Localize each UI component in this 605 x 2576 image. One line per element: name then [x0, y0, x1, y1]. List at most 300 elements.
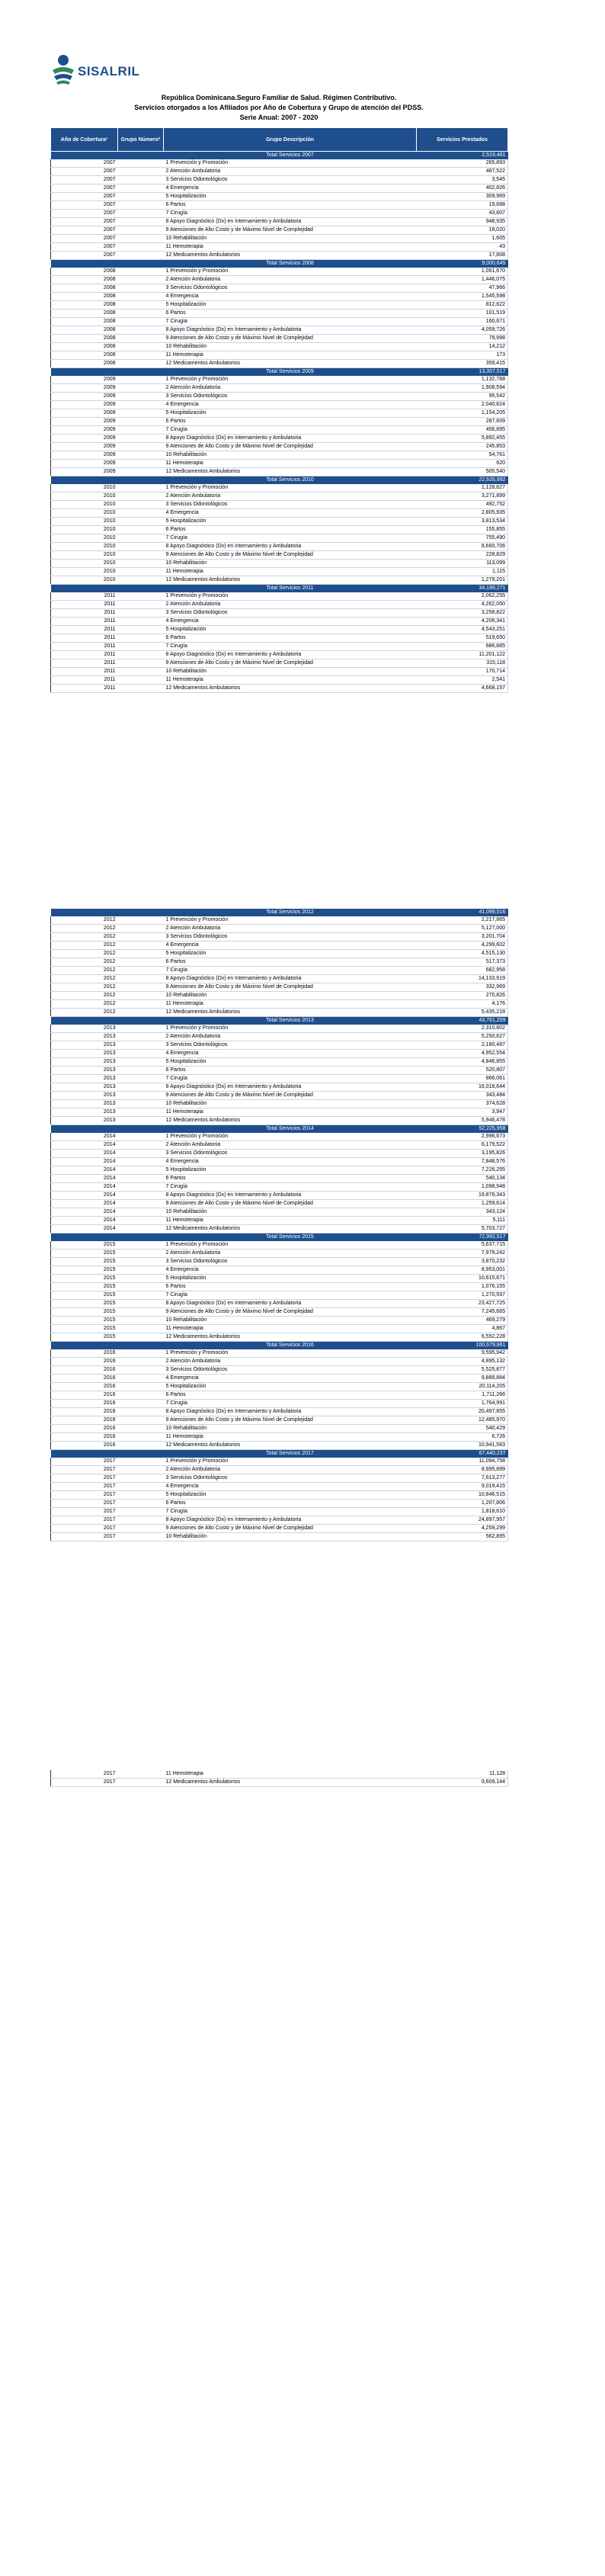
table-row [51, 1317, 508, 1325]
year-cell: 2014 [51, 1166, 118, 1175]
group-number-cell [118, 301, 164, 310]
services-value-cell: 359,415 [417, 360, 508, 368]
group-description-cell: 4 Emergencia [164, 1158, 417, 1166]
group-description-cell: 1 Prevención y Promoción [164, 1025, 417, 1033]
table-row [51, 384, 508, 393]
services-value-cell: 1,132,768 [417, 376, 508, 384]
table-row [51, 1192, 508, 1200]
services-value-cell: 1,605 [417, 235, 508, 243]
group-description-cell: 9 Atenciones de Alto Costo y de Máximo Nivel de Complejidad [164, 1092, 417, 1100]
group-description-cell: 12 Medicamentos Ambulatorios [164, 1225, 417, 1233]
year-cell: 2009 [51, 409, 118, 418]
total-row [51, 909, 508, 916]
year-cell: 2014 [51, 1225, 118, 1233]
group-description-cell: 12 Medicamentos Ambulatorios [164, 468, 417, 476]
year-cell: 2013 [51, 1025, 118, 1033]
year-cell: 2010 [51, 560, 118, 568]
group-description-cell: 10 Rehabilitación [164, 235, 417, 243]
group-description-cell: 9 Atenciones de Alto Costo y de Máximo Nivel de Complejidad [164, 443, 417, 451]
services-value-cell: 1,061,670 [417, 268, 508, 276]
group-description-cell: 4 Emergencia [164, 618, 417, 626]
total-label: Total Servicios 2016 [164, 1342, 417, 1350]
services-value-cell: 1,270,597 [417, 1291, 508, 1300]
services-value-cell: 1,098,948 [417, 1183, 508, 1192]
table-row [51, 393, 508, 401]
group-number-cell [118, 335, 164, 343]
services-value-cell: 2,310,802 [417, 1025, 508, 1033]
group-description-cell: 11 Hemoterapia [164, 568, 417, 576]
group-number-cell [118, 426, 164, 435]
year-cell: 2013 [51, 1041, 118, 1050]
year-cell: 2016 [51, 1375, 118, 1383]
group-number-cell [118, 1770, 164, 1779]
group-number-cell [118, 284, 164, 293]
services-value-cell: 1,545,598 [417, 293, 508, 301]
group-description-cell: 6 Partos [164, 201, 417, 210]
services-value-cell: 170,714 [417, 668, 508, 676]
services-value-cell: 7,979,242 [417, 1250, 508, 1258]
group-number-cell [118, 326, 164, 335]
year-cell: 2011 [51, 634, 118, 643]
services-value-cell: 5,946,478 [417, 1117, 508, 1125]
services-value-cell: 374,628 [417, 1100, 508, 1108]
group-number-cell [118, 1525, 164, 1533]
services-value-cell: 4,059,726 [417, 326, 508, 335]
year-cell: 2011 [51, 609, 118, 618]
group-number-cell [118, 1225, 164, 1233]
year-cell: 2010 [51, 501, 118, 509]
group-description-cell: 11 Hemoterapia [164, 1770, 417, 1779]
group-number-cell [118, 1141, 164, 1150]
year-cell: 2011 [51, 659, 118, 668]
group-description-cell: 9 Atenciones de Alto Costo y de Máximo Nivel de Complejidad [164, 1525, 417, 1533]
year-cell: 2008 [51, 293, 118, 301]
group-number-cell [118, 409, 164, 418]
year-cell: 2009 [51, 435, 118, 443]
table-row [51, 1433, 508, 1442]
group-number-cell [118, 1025, 164, 1033]
group-number-cell [118, 1183, 164, 1192]
services-value-cell: 23,427,725 [417, 1300, 508, 1308]
total-blank-2 [118, 368, 164, 377]
table-header-row [51, 128, 508, 152]
group-number-cell [118, 1158, 164, 1166]
year-cell: 2013 [51, 1117, 118, 1125]
total-row [51, 152, 508, 160]
table-row [51, 1408, 508, 1416]
group-description-cell: 4 Emergencia [164, 184, 417, 193]
year-cell: 2007 [51, 252, 118, 260]
group-description-cell: 1 Prevención y Promoción [164, 484, 417, 492]
year-cell: 2010 [51, 568, 118, 576]
services-value-cell: 5,637,715 [417, 1241, 508, 1250]
group-number-cell [118, 1092, 164, 1100]
group-description-cell: 5 Hospitalización [164, 409, 417, 418]
group-description-cell: 3 Servicios Odontológicos [164, 933, 417, 942]
year-cell: 2010 [51, 492, 118, 501]
services-value-cell: 1,259,614 [417, 1200, 508, 1208]
table-row [51, 1009, 508, 1017]
year-cell: 2009 [51, 393, 118, 401]
group-number-cell [118, 1258, 164, 1266]
year-cell: 2016 [51, 1400, 118, 1408]
group-number-cell [118, 685, 164, 693]
services-value-cell: 1,128,627 [417, 484, 508, 492]
services-value-cell: 4,867 [417, 1325, 508, 1333]
year-cell: 2014 [51, 1141, 118, 1150]
group-description-cell: 10 Rehabilitación [164, 1208, 417, 1217]
group-description-cell: 10 Rehabilitación [164, 1425, 417, 1433]
services-value-cell: 265,893 [417, 159, 508, 168]
year-cell: 2012 [51, 992, 118, 1000]
total-blank-2 [118, 1125, 164, 1134]
group-number-cell [118, 659, 164, 668]
year-cell: 2016 [51, 1433, 118, 1442]
group-description-cell: 5 Hospitalización [164, 1383, 417, 1391]
group-description-cell: 11 Hemoterapia [164, 460, 417, 468]
year-cell: 2012 [51, 925, 118, 933]
services-value-cell: 7,613,277 [417, 1474, 508, 1483]
table-row [51, 1283, 508, 1291]
services-value-cell: 3,258,822 [417, 609, 508, 618]
services-value-cell: 4,206,341 [417, 618, 508, 626]
group-number-cell [118, 933, 164, 942]
services-table-page-2 [50, 909, 508, 1541]
table-row [51, 1383, 508, 1391]
total-label: Total Servicios 2012 [164, 909, 417, 916]
group-number-cell [118, 534, 164, 543]
services-value-cell: 4,846,855 [417, 1058, 508, 1067]
services-value-cell: 8,995,899 [417, 1466, 508, 1474]
services-value-cell: 402,826 [417, 184, 508, 193]
services-value-cell: 155,855 [417, 526, 508, 534]
group-number-cell [118, 1474, 164, 1483]
group-number-cell [118, 1400, 164, 1408]
table-row [51, 418, 508, 426]
group-number-cell [118, 201, 164, 210]
group-number-cell [118, 1375, 164, 1383]
group-description-cell: 1 Prevención y Promoción [164, 1133, 417, 1141]
table-row [51, 1041, 508, 1050]
table-row [51, 534, 508, 543]
year-cell: 2012 [51, 916, 118, 925]
year-cell: 2013 [51, 1058, 118, 1067]
group-description-cell: 5 Hospitalización [164, 950, 417, 958]
services-value-cell: 1,279,201 [417, 576, 508, 585]
group-number-cell [118, 226, 164, 235]
services-value-cell: 5,703,727 [417, 1225, 508, 1233]
total-label: Total Servicios 2010 [164, 476, 417, 485]
sisalril-emblem-icon [50, 53, 77, 85]
services-value-cell: 2,180,487 [417, 1041, 508, 1050]
year-cell: 2017 [51, 1483, 118, 1491]
group-number-cell [118, 243, 164, 252]
group-description-cell: 2 Atención Ambulatoria [164, 1358, 417, 1366]
group-description-cell: 2 Atención Ambulatoria [164, 168, 417, 176]
table-row [51, 601, 508, 609]
group-number-cell [118, 1058, 164, 1067]
header-group-number: Grupo Número² [118, 128, 164, 152]
year-cell: 2008 [51, 335, 118, 343]
table-row [51, 676, 508, 685]
services-value-cell: 47,966 [417, 284, 508, 293]
group-description-cell: 3 Servicios Odontológicos [164, 609, 417, 618]
year-cell: 2016 [51, 1358, 118, 1366]
services-value-cell: 11,128 [417, 1770, 508, 1779]
group-number-cell [118, 509, 164, 518]
services-value-cell: 4,176 [417, 1000, 508, 1009]
group-description-cell: 1 Prevención y Promoción [164, 1458, 417, 1466]
services-value-cell: 4,515,130 [417, 950, 508, 958]
table-row [51, 284, 508, 293]
year-cell: 2015 [51, 1275, 118, 1283]
services-value-cell: 9,609,144 [417, 1779, 508, 1787]
group-description-cell: 8 Apoyo Diagnóstico (Dx) en Internamiento y Ambulatoria [164, 326, 417, 335]
services-value-cell: 812,622 [417, 301, 508, 310]
table-row [51, 360, 508, 368]
group-description-cell: 5 Hospitalización [164, 1058, 417, 1067]
total-blank-2 [118, 260, 164, 268]
table-row [51, 1133, 508, 1141]
services-table-page-1 [50, 127, 508, 693]
group-number-cell [118, 184, 164, 193]
report-title-line-3: Serie Anual: 2007 - 2020 [239, 114, 319, 121]
group-number-cell [118, 1241, 164, 1250]
table-row [51, 659, 508, 668]
year-cell: 2016 [51, 1366, 118, 1375]
year-cell: 2011 [51, 601, 118, 609]
total-row [51, 1233, 508, 1242]
group-number-cell [118, 1283, 164, 1291]
year-cell: 2015 [51, 1300, 118, 1308]
table-row [51, 443, 508, 451]
services-value-cell: 4,262,050 [417, 601, 508, 609]
group-description-cell: 8 Apoyo Diagnóstico (Dx) en Internamiento y Ambulatoria [164, 1192, 417, 1200]
services-value-cell: 315,118 [417, 659, 508, 668]
group-description-cell: 8 Apoyo Diagnóstico (Dx) en Internamiento y Ambulatoria [164, 1408, 417, 1416]
group-description-cell: 5 Hospitalización [164, 626, 417, 634]
year-cell: 2017 [51, 1491, 118, 1500]
year-cell: 2007 [51, 243, 118, 252]
total-value: 13,357,517 [417, 368, 508, 377]
table-row [51, 916, 508, 925]
group-number-cell [118, 468, 164, 476]
year-cell: 2013 [51, 1092, 118, 1100]
table-row [51, 560, 508, 568]
group-description-cell: 2 Atención Ambulatoria [164, 1033, 417, 1041]
group-description-cell: 5 Hospitalización [164, 518, 417, 526]
table-row [51, 643, 508, 651]
group-description-cell: 8 Apoyo Diagnóstico (Dx) en Internamiento y Ambulatoria [164, 651, 417, 659]
total-row [51, 476, 508, 485]
group-number-cell [118, 634, 164, 643]
group-description-cell: 9 Atenciones de Alto Costo y de Máximo Nivel de Complejidad [164, 1416, 417, 1425]
table-row [51, 210, 508, 218]
services-value-cell: 520,807 [417, 1067, 508, 1075]
table-row [51, 401, 508, 409]
services-value-cell: 19,879,343 [417, 1192, 508, 1200]
services-value-cell: 11,094,758 [417, 1458, 508, 1466]
table-row [51, 201, 508, 210]
table-row [51, 243, 508, 252]
group-description-cell: 11 Hemoterapia [164, 1000, 417, 1009]
group-description-cell: 10 Rehabilitación [164, 343, 417, 351]
total-blank-1 [51, 1125, 118, 1134]
services-value-cell: 3,813,534 [417, 518, 508, 526]
group-number-cell [118, 1217, 164, 1225]
group-number-cell [118, 925, 164, 933]
services-value-cell: 1,154,205 [417, 409, 508, 418]
group-number-cell [118, 451, 164, 460]
year-cell: 2016 [51, 1391, 118, 1400]
group-description-cell: 7 Cirugía [164, 318, 417, 326]
total-blank-2 [118, 1017, 164, 1025]
group-description-cell: 9 Atenciones de Alto Costo y de Máximo Nivel de Complejidad [164, 1200, 417, 1208]
services-value-cell: 1,908,594 [417, 384, 508, 393]
group-description-cell: 3 Servicios Odontológicos [164, 1041, 417, 1050]
total-value: 72,992,517 [417, 1233, 508, 1242]
services-value-cell: 17,808 [417, 252, 508, 260]
table-row [51, 1525, 508, 1533]
services-value-cell: 7,226,255 [417, 1166, 508, 1175]
year-cell: 2009 [51, 460, 118, 468]
table-row [51, 942, 508, 950]
year-cell: 2007 [51, 193, 118, 201]
group-number-cell [118, 501, 164, 509]
table-row [51, 1200, 508, 1208]
year-cell: 2009 [51, 376, 118, 384]
year-cell: 2015 [51, 1308, 118, 1317]
group-number-cell [118, 384, 164, 393]
services-value-cell: 20,114,205 [417, 1383, 508, 1391]
services-value-cell: 3,195,826 [417, 1150, 508, 1158]
group-description-cell: 6 Partos [164, 1500, 417, 1508]
services-value-cell: 14,212 [417, 343, 508, 351]
table-row [51, 576, 508, 585]
year-cell: 2009 [51, 384, 118, 393]
services-value-cell: 8,660,706 [417, 543, 508, 551]
year-cell: 2011 [51, 668, 118, 676]
group-description-cell: 2 Atención Ambulatoria [164, 925, 417, 933]
year-cell: 2007 [51, 159, 118, 168]
group-description-cell: 12 Medicamentos Ambulatorios [164, 1009, 417, 1017]
services-value-cell: 540,134 [417, 1175, 508, 1183]
year-cell: 2016 [51, 1349, 118, 1358]
table-row [51, 1349, 508, 1358]
year-cell: 2010 [51, 518, 118, 526]
services-value-cell: 686,885 [417, 643, 508, 651]
report-title-line-1: República Dominicana.Seguro Familiar de Salud. Régimen Contributivo. [161, 94, 397, 101]
table-row [51, 435, 508, 443]
services-value-cell: 505,540 [417, 468, 508, 476]
total-blank-1 [51, 585, 118, 593]
services-value-cell: 9,019,415 [417, 1483, 508, 1491]
group-description-cell: 12 Medicamentos Ambulatorios [164, 360, 417, 368]
group-number-cell [118, 460, 164, 468]
services-value-cell: 1,115 [417, 568, 508, 576]
year-cell: 2012 [51, 958, 118, 967]
total-blank-2 [118, 1233, 164, 1242]
services-value-cell: 2,062,255 [417, 592, 508, 601]
year-cell: 2011 [51, 618, 118, 626]
header-year: Año de Cobertura¹ [51, 128, 118, 152]
group-number-cell [118, 1300, 164, 1308]
year-cell: 2009 [51, 426, 118, 435]
year-cell: 2007 [51, 218, 118, 226]
table-row [51, 343, 508, 351]
total-blank-1 [51, 368, 118, 377]
table-row [51, 1533, 508, 1541]
year-cell: 2016 [51, 1442, 118, 1450]
group-number-cell [118, 676, 164, 685]
group-number-cell [118, 1291, 164, 1300]
year-cell: 2011 [51, 676, 118, 685]
table-row [51, 551, 508, 560]
services-value-cell: 3,545 [417, 176, 508, 184]
services-value-cell: 8,953,001 [417, 1266, 508, 1275]
group-description-cell: 9 Atenciones de Alto Costo y de Máximo Nivel de Complejidad [164, 1308, 417, 1317]
year-cell: 2015 [51, 1283, 118, 1291]
group-description-cell: 4 Emergencia [164, 1375, 417, 1383]
group-description-cell: 5 Hospitalización [164, 301, 417, 310]
group-number-cell [118, 1466, 164, 1474]
sisalril-logo [50, 53, 149, 88]
table-row [51, 460, 508, 468]
group-number-cell [118, 958, 164, 967]
total-row [51, 1125, 508, 1134]
year-cell: 2015 [51, 1250, 118, 1258]
group-description-cell: 10 Rehabilitación [164, 560, 417, 568]
year-cell: 2010 [51, 509, 118, 518]
group-number-cell [118, 626, 164, 634]
total-value: 41,099,516 [417, 909, 508, 916]
services-value-cell: 270,826 [417, 992, 508, 1000]
services-value-cell: 3,947 [417, 1108, 508, 1117]
group-number-cell [118, 1208, 164, 1217]
year-cell: 2007 [51, 235, 118, 243]
total-label: Total Servicios 2015 [164, 1233, 417, 1242]
total-row [51, 368, 508, 377]
table-row [51, 1458, 508, 1466]
table-row [51, 1000, 508, 1009]
table-row [51, 276, 508, 284]
group-number-cell [118, 1433, 164, 1442]
year-cell: 2009 [51, 451, 118, 460]
table-row [51, 526, 508, 534]
table-row [51, 1400, 508, 1408]
services-value-cell: 948,935 [417, 218, 508, 226]
year-cell: 2016 [51, 1383, 118, 1391]
group-number-cell [118, 560, 164, 568]
group-description-cell: 3 Servicios Odontológicos [164, 1474, 417, 1483]
year-cell: 2010 [51, 534, 118, 543]
table-row [51, 484, 508, 492]
group-number-cell [118, 1275, 164, 1283]
total-label: Total Servicios 2014 [164, 1125, 417, 1134]
table-row [51, 1466, 508, 1474]
group-number-cell [118, 592, 164, 601]
services-value-cell: 18,020 [417, 226, 508, 235]
table-row [51, 1141, 508, 1150]
group-number-cell [118, 1333, 164, 1342]
group-description-cell: 5 Hospitalización [164, 193, 417, 201]
services-value-cell: 5,250,627 [417, 1033, 508, 1041]
year-cell: 2010 [51, 526, 118, 534]
total-row [51, 585, 508, 593]
year-cell: 2017 [51, 1500, 118, 1508]
year-cell: 2012 [51, 983, 118, 992]
group-description-cell: 6 Partos [164, 310, 417, 318]
